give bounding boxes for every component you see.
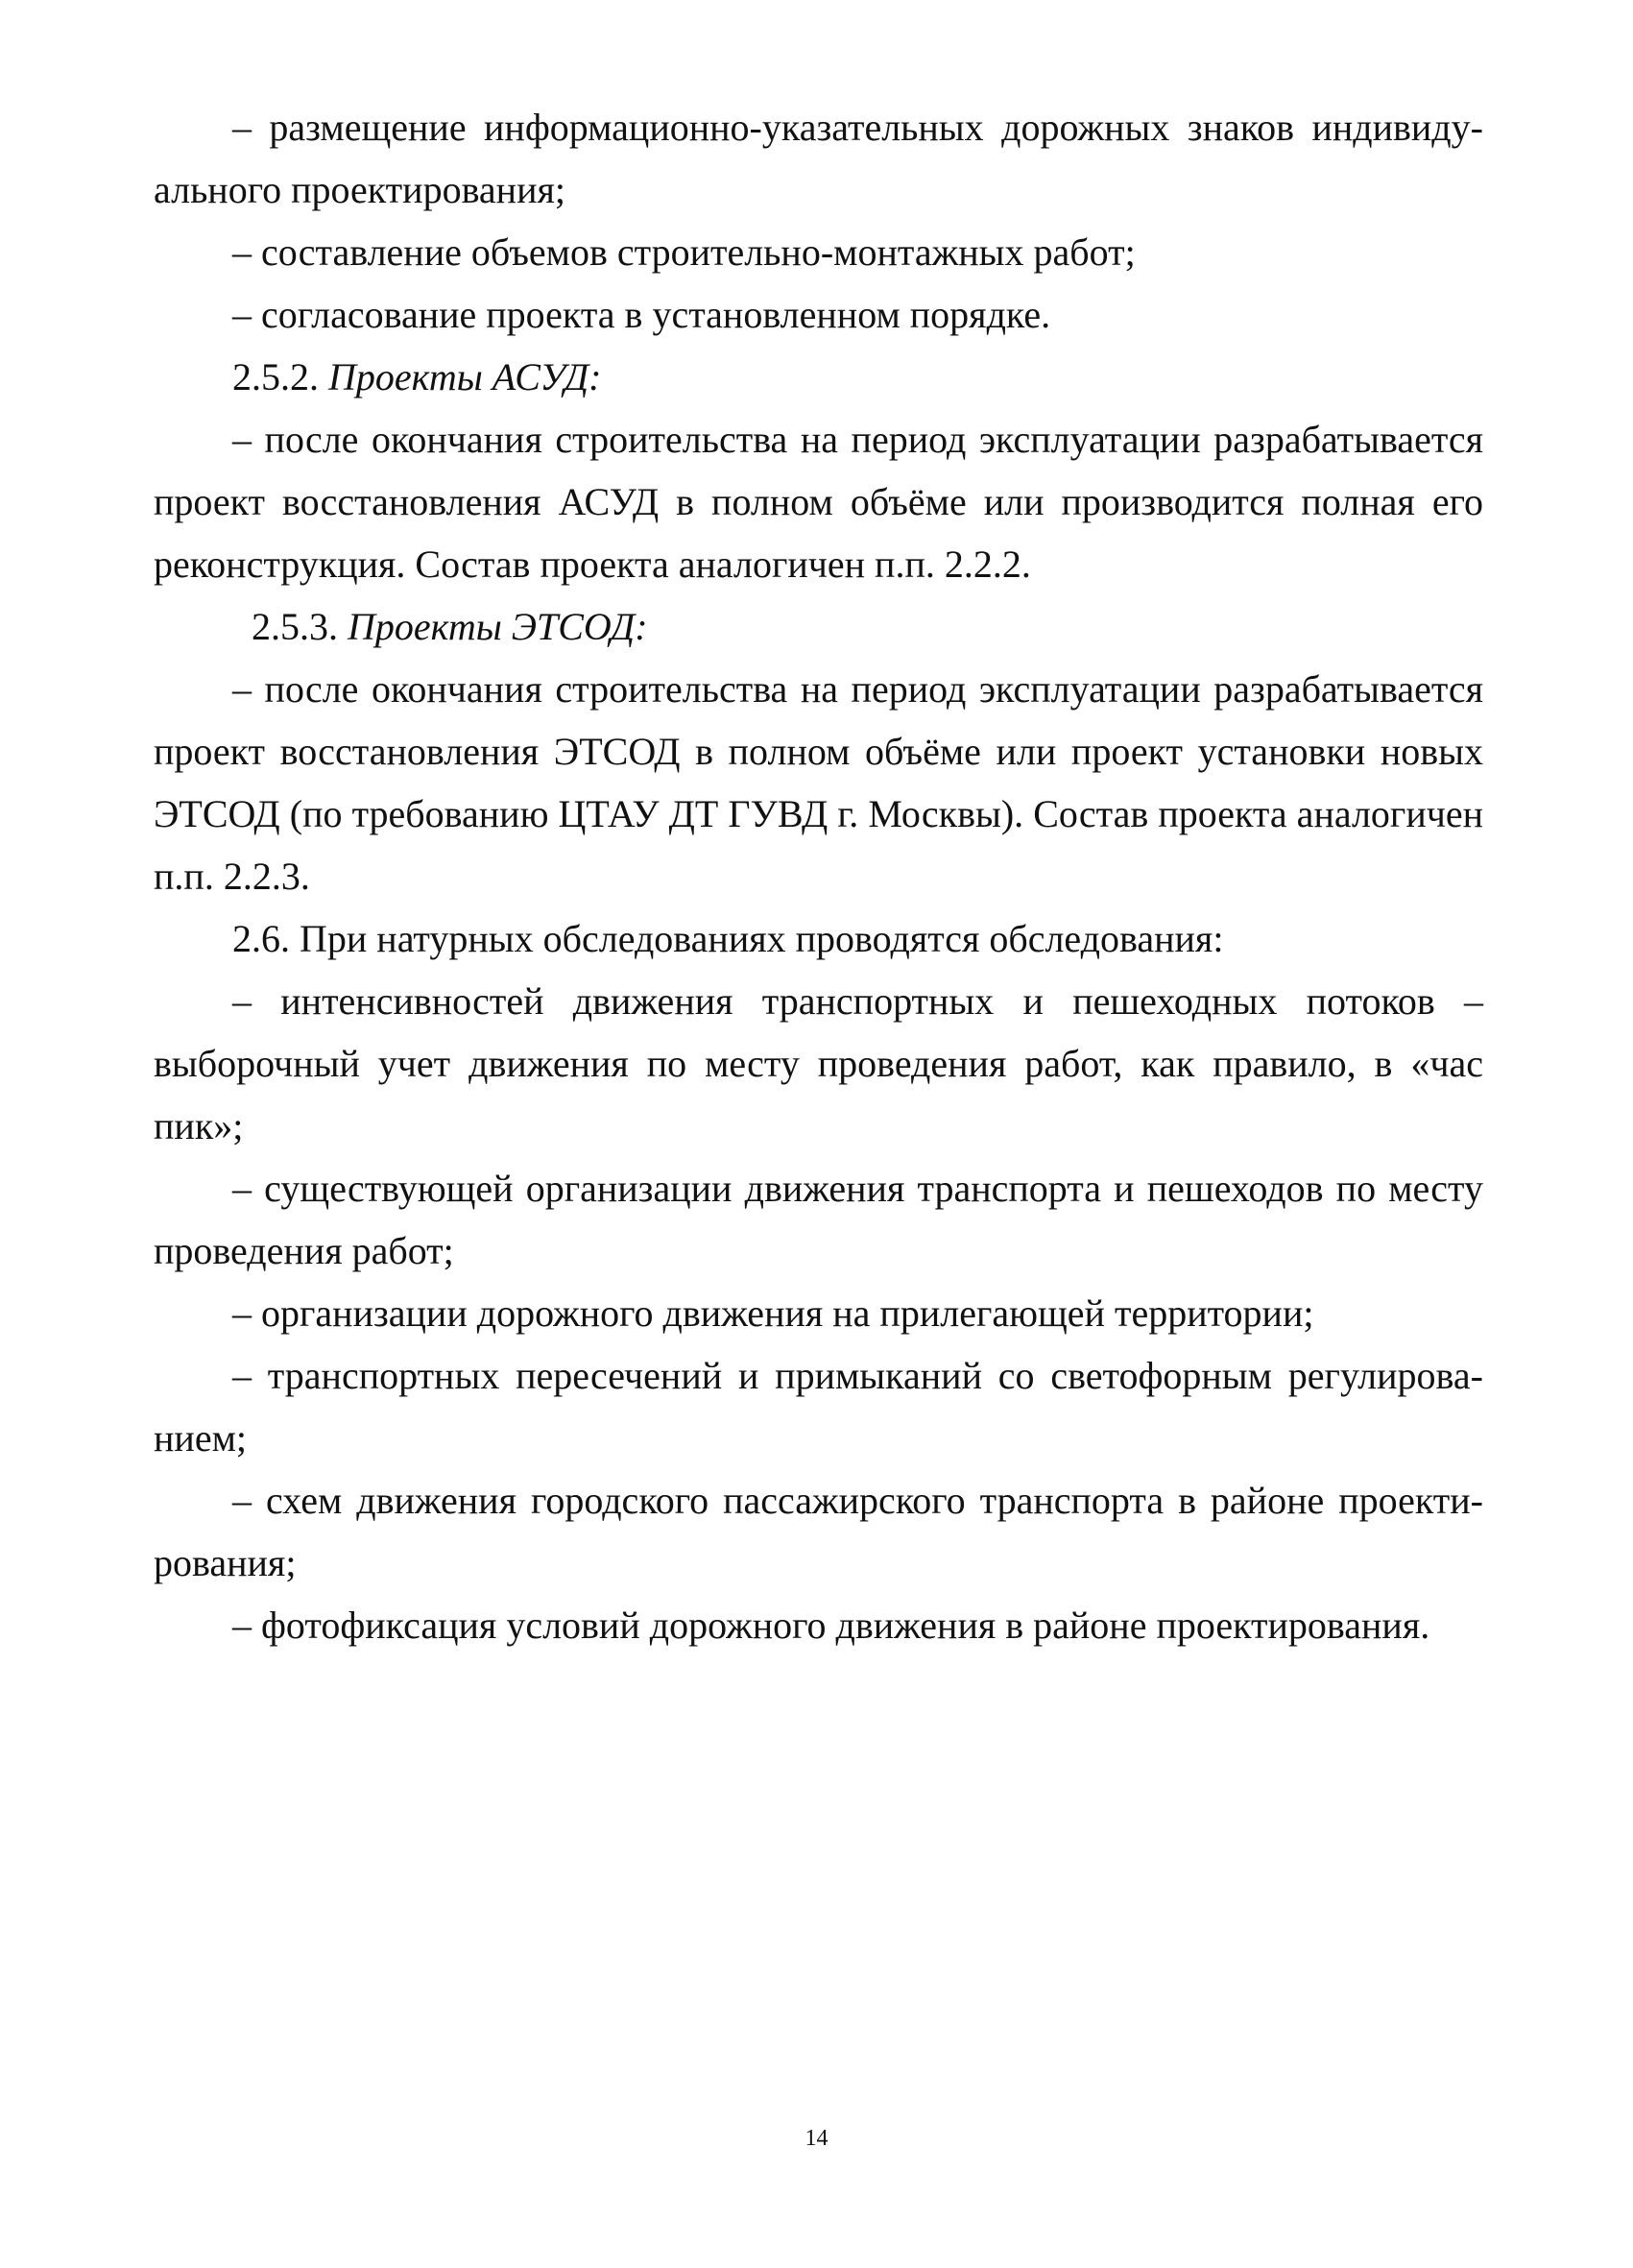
survey-list-item: – интенсивностей движения транспортных и пешеходных потоков – выборочный учет движения по месту проведения работ, как правило, в «час пик»; <box>154 979 1483 1147</box>
section-paragraph: – после окончания строительства на период эксплуатации разрабатывается проект восстановления ЭТСОД в полном объёме или проект установки новых ЭТСОД (по требованию ЦТАУ ДТ ГУВД г. Москвы). Состав проекта аналогичен п.п. 2.2.3. <box>154 667 1483 898</box>
section-number: 2.5.3. <box>252 605 338 648</box>
section-title: Проекты ЭТСОД: <box>348 605 648 648</box>
section-heading-2-5-3 <box>154 595 1483 658</box>
survey-list-item: – транспортных пересечений и примыканий со светофорным регулированием; <box>154 1354 1483 1460</box>
survey-list-item: – организации дорожного движения на прилегающей территории; <box>232 1291 1314 1335</box>
section-heading-2-5-2 <box>154 346 1483 408</box>
bullet-item: – размещение информационно-указательных дорожных знаков индивидуального проектирования; <box>154 106 1483 211</box>
survey-list-item: – схем движения городского пассажирского транспорта в районе проектирования; <box>154 1479 1483 1584</box>
section-number: 2.5.2. <box>232 355 319 398</box>
bullet-item: – согласование проекта в установленном порядке. <box>232 293 1051 336</box>
survey-list-item: – фотофиксация условий дорожного движения в районе проектирования. <box>232 1604 1430 1647</box>
page-number: 14 <box>804 2126 829 2151</box>
section-paragraph: – после окончания строительства на период эксплуатации разрабатывается проект восстановления АСУД в полном объёме или производится полная его реконструкция. Состав проекта аналогичен п.п. 2.2.2. <box>154 418 1483 586</box>
document-page <box>154 96 1483 1656</box>
section-title: Проекты АСУД: <box>328 355 602 398</box>
bullet-item: – составление объемов строительно-монтажных работ; <box>232 230 1136 274</box>
section-paragraph-2-6: 2.6. При натурных обследованиях проводятся обследования: <box>232 917 1224 960</box>
survey-list-item: – существующей организации движения транспорта и пешеходов по месту проведения работ; <box>154 1167 1483 1272</box>
